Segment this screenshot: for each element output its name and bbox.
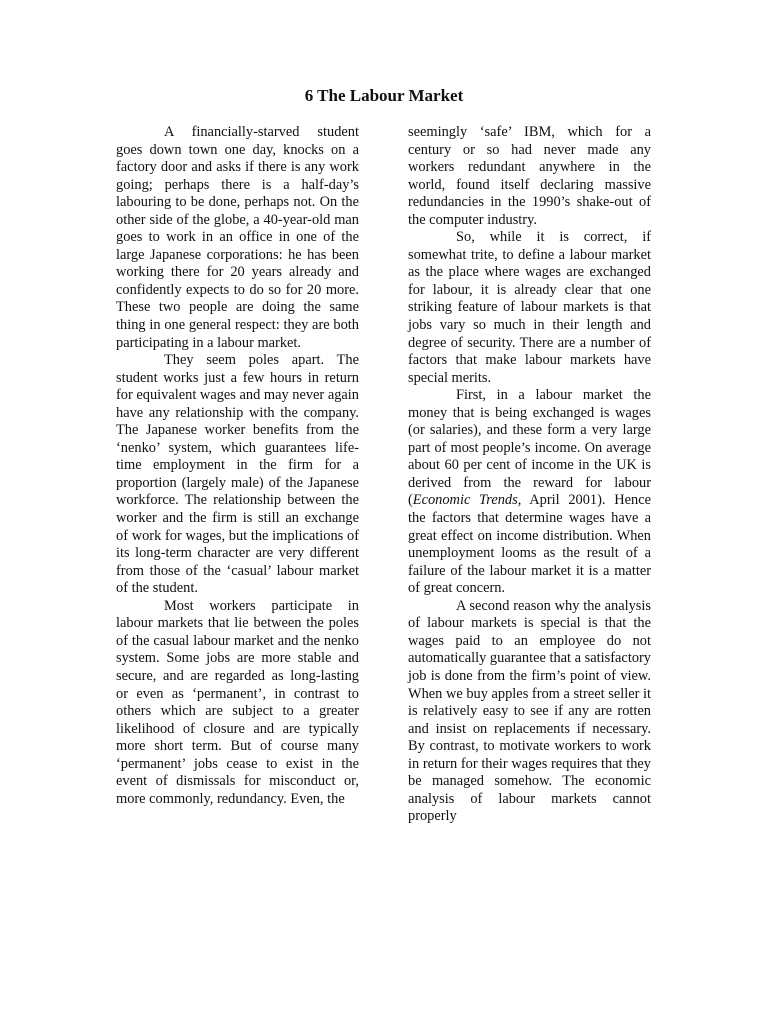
- paragraph-5-text-a: First, in a labour market the money that is being exchanged is wages (or salaries), and these form a very large part of most people’s income. On average about 60 per cent of income in the UK is derived from the reward for labour (: [408, 387, 651, 509]
- paragraph-6: A second reason why the analysis of labour markets is special is that the wages paid to an employee do not automatically guarantee that a satisfactory job is done from the firm’s point of view. When we buy apples from a street seller it is relatively easy to see if any are rotten and insist on replacements if necessary. By contrast, to motivate workers to work in return for their wages requires that they be managed somehow. The economic analysis of labour markets cannot properly: [408, 597, 651, 825]
- page-title: 6 The Labour Market: [304, 86, 464, 105]
- left-column: [116, 124, 359, 808]
- citation-title: Economic Trends: [412, 492, 518, 509]
- paragraph-5-text-b: , April 2001). Hence the factors that determine wages have a great effect on income distribution. When unemployment looms as the result of a failure of the labour market it is a matter of great concern.: [408, 492, 651, 597]
- right-column: [408, 124, 651, 826]
- paragraph-1: A financially-starved student goes down town one day, knocks on a factory door and asks if there is any work going; perhaps there is a half-day’s labouring to be done, perhaps not. On the other side of the globe, a 40-year-old man goes to work in an office in one of the large Japanese corporations: he has been working there for 20 years already and confidently expects to do so for 20 more. These two people are doing the same thing in one general respect: they are both participating in a labour market.: [116, 124, 359, 351]
- paragraph-3: Most workers participate in labour markets that lie between the poles of the casual labour market and the nenko system. Some jobs are more stable and secure, and are regarded as long-lasting or even as ‘permanent’, in contrast to others which are subject to a greater likelihood of closure and are typically more short term. But of course many ‘permanent’ jobs cease to exist in the event of dismissals for misconduct or, more commonly, redundancy. Even, the: [116, 597, 359, 807]
- paragraph-2: They seem poles apart. The student works just a few hours in return for equivalent wages and may never again have any relationship with the company. The Japanese worker benefits from the ‘nenko’ system, which guarantees life-time employment in the firm for a proportion (largely male) of the Japanese workforce. The relationship between the worker and the firm is still an exchange of work for wages, but the implications of its long-term character are very different from those of the ‘casual’ labour market of the student.: [116, 352, 359, 597]
- paragraph-5: [408, 387, 651, 598]
- paragraph-4: So, while it is correct, if somewhat trite, to define a labour market as the place where wages are exchanged for labour, it is already clear that one striking feature of labour markets is that jobs vary so much in their length and degree of security. There are a number of factors that make labour markets have special merits.: [408, 229, 651, 386]
- paragraph-3-continued: seemingly ‘safe’ IBM, which for a century or so had never made any workers redundant anywhere in the world, found itself declaring massive redundancies in the 1990’s shake-out of the computer industry.: [408, 124, 651, 228]
